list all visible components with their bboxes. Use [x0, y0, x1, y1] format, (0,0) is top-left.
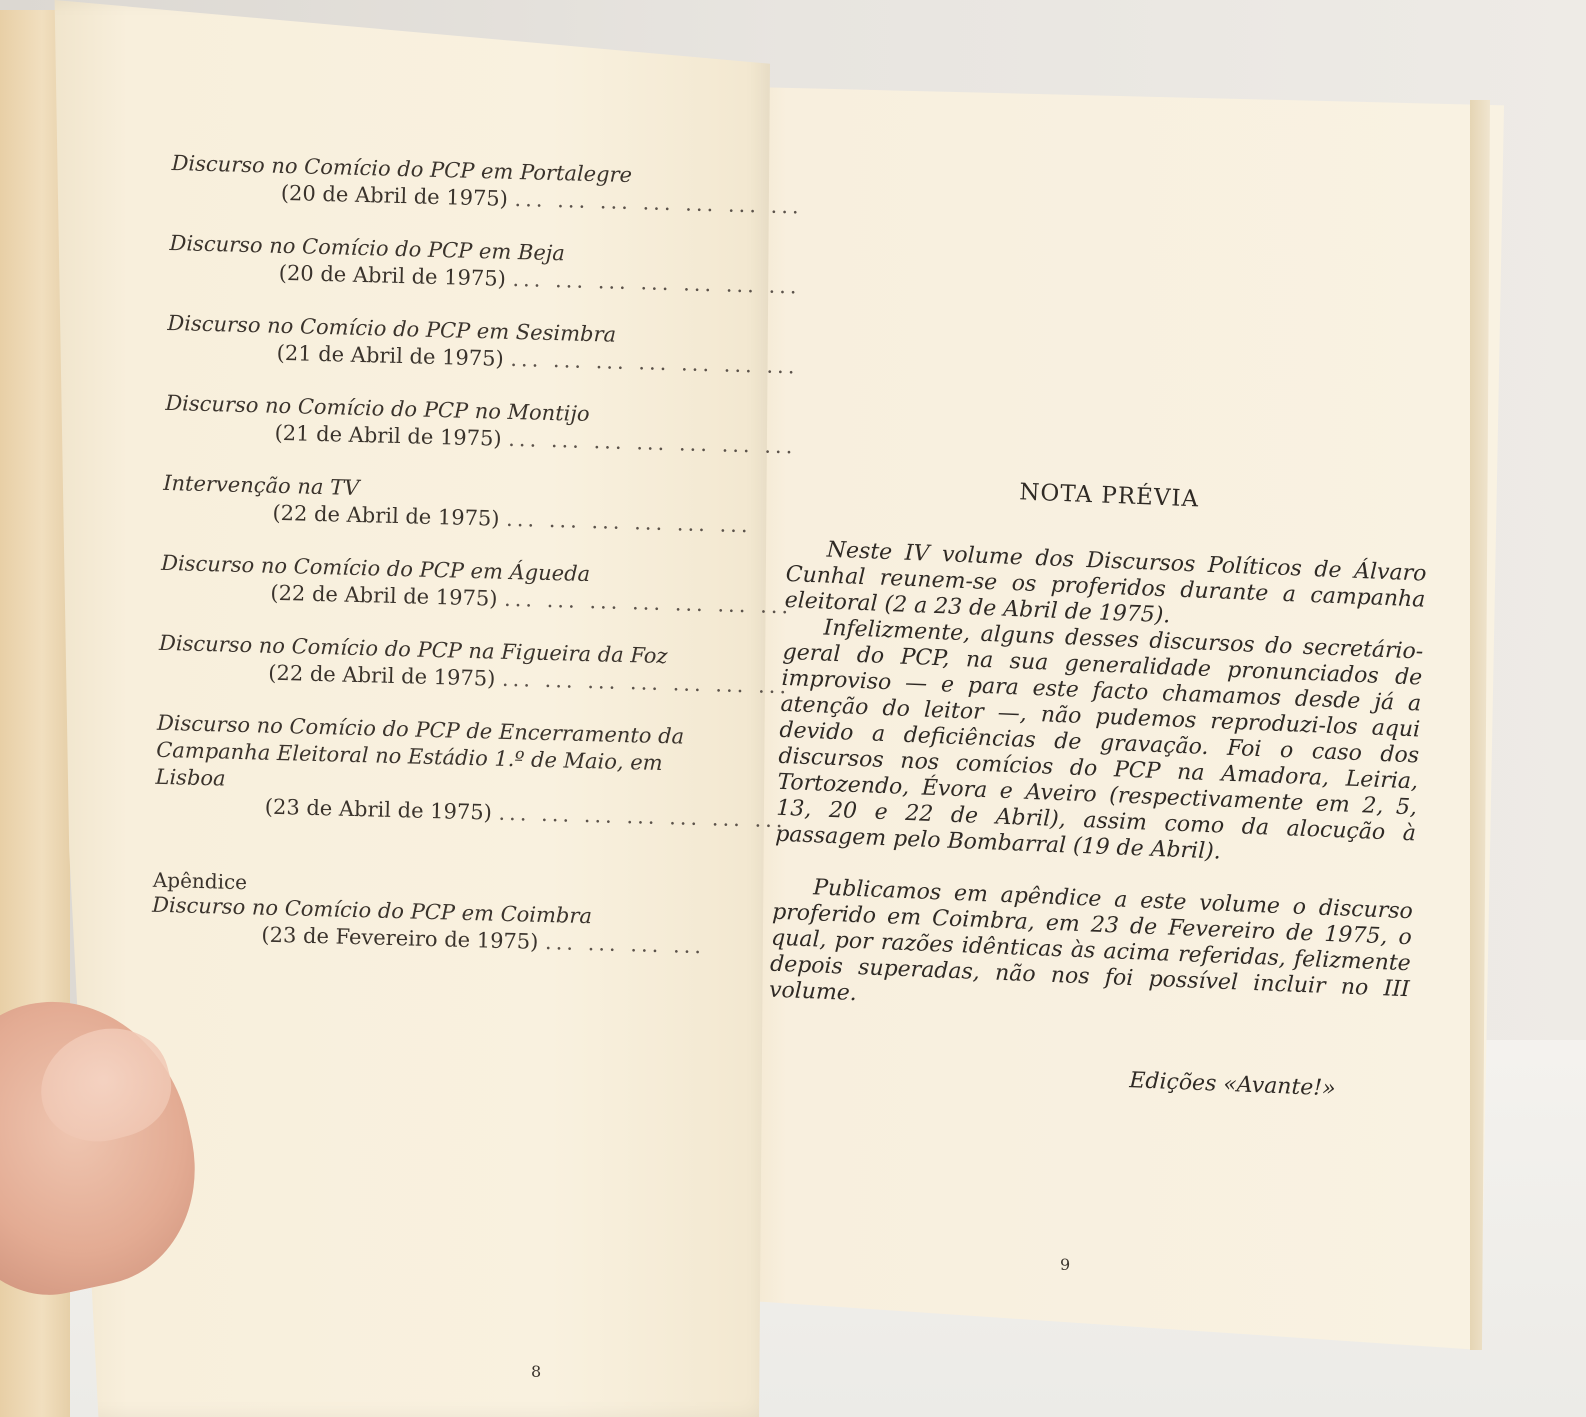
appendix-entry-title: Discurso no Comício do PCP em Coimbra: [151, 892, 593, 929]
toc-date-text: (23 de Abril de 1975): [264, 794, 493, 825]
toc-date-text: (21 de Abril de 1975): [274, 420, 502, 451]
preface-heading: NOTA PRÉVIA: [1018, 479, 1200, 513]
toc-entry-title: Discurso no Comício do PCP em Águeda: [160, 550, 591, 587]
toc-entry: [168, 230, 801, 299]
toc-leader: ... ... ... ... ... ... ...: [501, 666, 791, 699]
publisher-signature: Edições «Avante!»: [1128, 1068, 1337, 1102]
toc-entry-title: Discurso no Comício do PCP em Portalegre: [171, 150, 633, 188]
table-of-contents: [150, 150, 804, 987]
toc-date-text: (22 de Abril de 1975): [268, 660, 496, 691]
toc-date-text: (20 de Abril de 1975): [280, 180, 509, 211]
toc-entry-title: Discurso no Comício do PCP na Figueira da Foz: [158, 630, 668, 669]
toc-entry-title: Discurso no Comício do PCP em Sesimbra: [167, 310, 617, 347]
toc-leader: ... ... ... ... ... ... ...: [510, 346, 799, 379]
preface-note: [766, 470, 1430, 1105]
right-page-number: 9: [1060, 1255, 1071, 1274]
toc-entry-title: Discurso no Comício do PCP de Encerramento da Campanha Eleitoral no Estádio 1.º de Maio, em Lisboa: [155, 710, 685, 791]
toc-entry: [160, 550, 793, 619]
toc-date-text: (23 de Fevereiro de 1975): [261, 922, 539, 954]
toc-leader: ... ... ... ... ... ... ...: [512, 266, 801, 299]
toc-leader: ... ... ... ... ... ... ...: [508, 426, 797, 459]
toc-entry: [164, 390, 797, 459]
toc-entry: [155, 710, 787, 833]
preface-paragraph: Neste IV volume dos Discursos Políticos de Álvaro Cunhal reunem-se os proferidos durante a campanha eleitoral (2 a 23 de Abril de 1975).: [784, 537, 1427, 629]
left-page-number: 8: [531, 1362, 542, 1381]
toc-date-text: (20 de Abril de 1975): [278, 260, 507, 291]
toc-entry: [162, 470, 753, 539]
toc-entry: [166, 310, 799, 379]
toc-date-text: (22 de Abril de 1975): [272, 500, 500, 531]
toc-leader: ... ... ... ... ... ... ...: [498, 800, 787, 833]
toc-entry-title: Intervenção na TV: [162, 470, 360, 501]
preface-paragraph: Publicamos em apêndice a este volume o discurso proferido em Coimbra, em 23 de Fevereiro de 1975, o qual, por razões idênticas às acima referidas, felizmente depois superadas, não nos foi possível incluir no III volume.: [768, 875, 1414, 1007]
appendix-label: Apêndice: [152, 867, 248, 895]
toc-entry-title: Discurso no Comício do PCP em Beja: [169, 230, 566, 266]
toc-date-text: (22 de Abril de 1975): [270, 580, 498, 611]
toc-leader: ... ... ... ... ... ... ...: [503, 586, 793, 619]
toc-leader: ... ... ... ... ... ... ...: [514, 186, 804, 219]
toc-leader: ... ... ... ... ... ...: [505, 506, 753, 538]
preface-paragraph: Infelizmente, alguns desses discursos do secretário-geral do PCP, na sua generalidade pronunciados de improviso — e para este facto chamamos desde já a atenção do leitor —, não pudemos reproduzi-los aqui devido a deficiências de gravação. Foi o caso dos discursos nos comícios do PCP na Amadora, Leiria, Tortozendo, Évora e Aveiro (respectivamente em 2, 5, 13, 20 e 22 de Abril), assim como da alocução à passagem pelo Bombarral (19 de Abril).: [774, 615, 1424, 865]
toc-date-text: (21 de Abril de 1975): [276, 340, 505, 371]
toc-leader: ... ... ... ...: [544, 930, 706, 959]
toc-entry-title: Discurso no Comício do PCP no Montijo: [165, 390, 590, 427]
toc-entry: [158, 630, 791, 699]
